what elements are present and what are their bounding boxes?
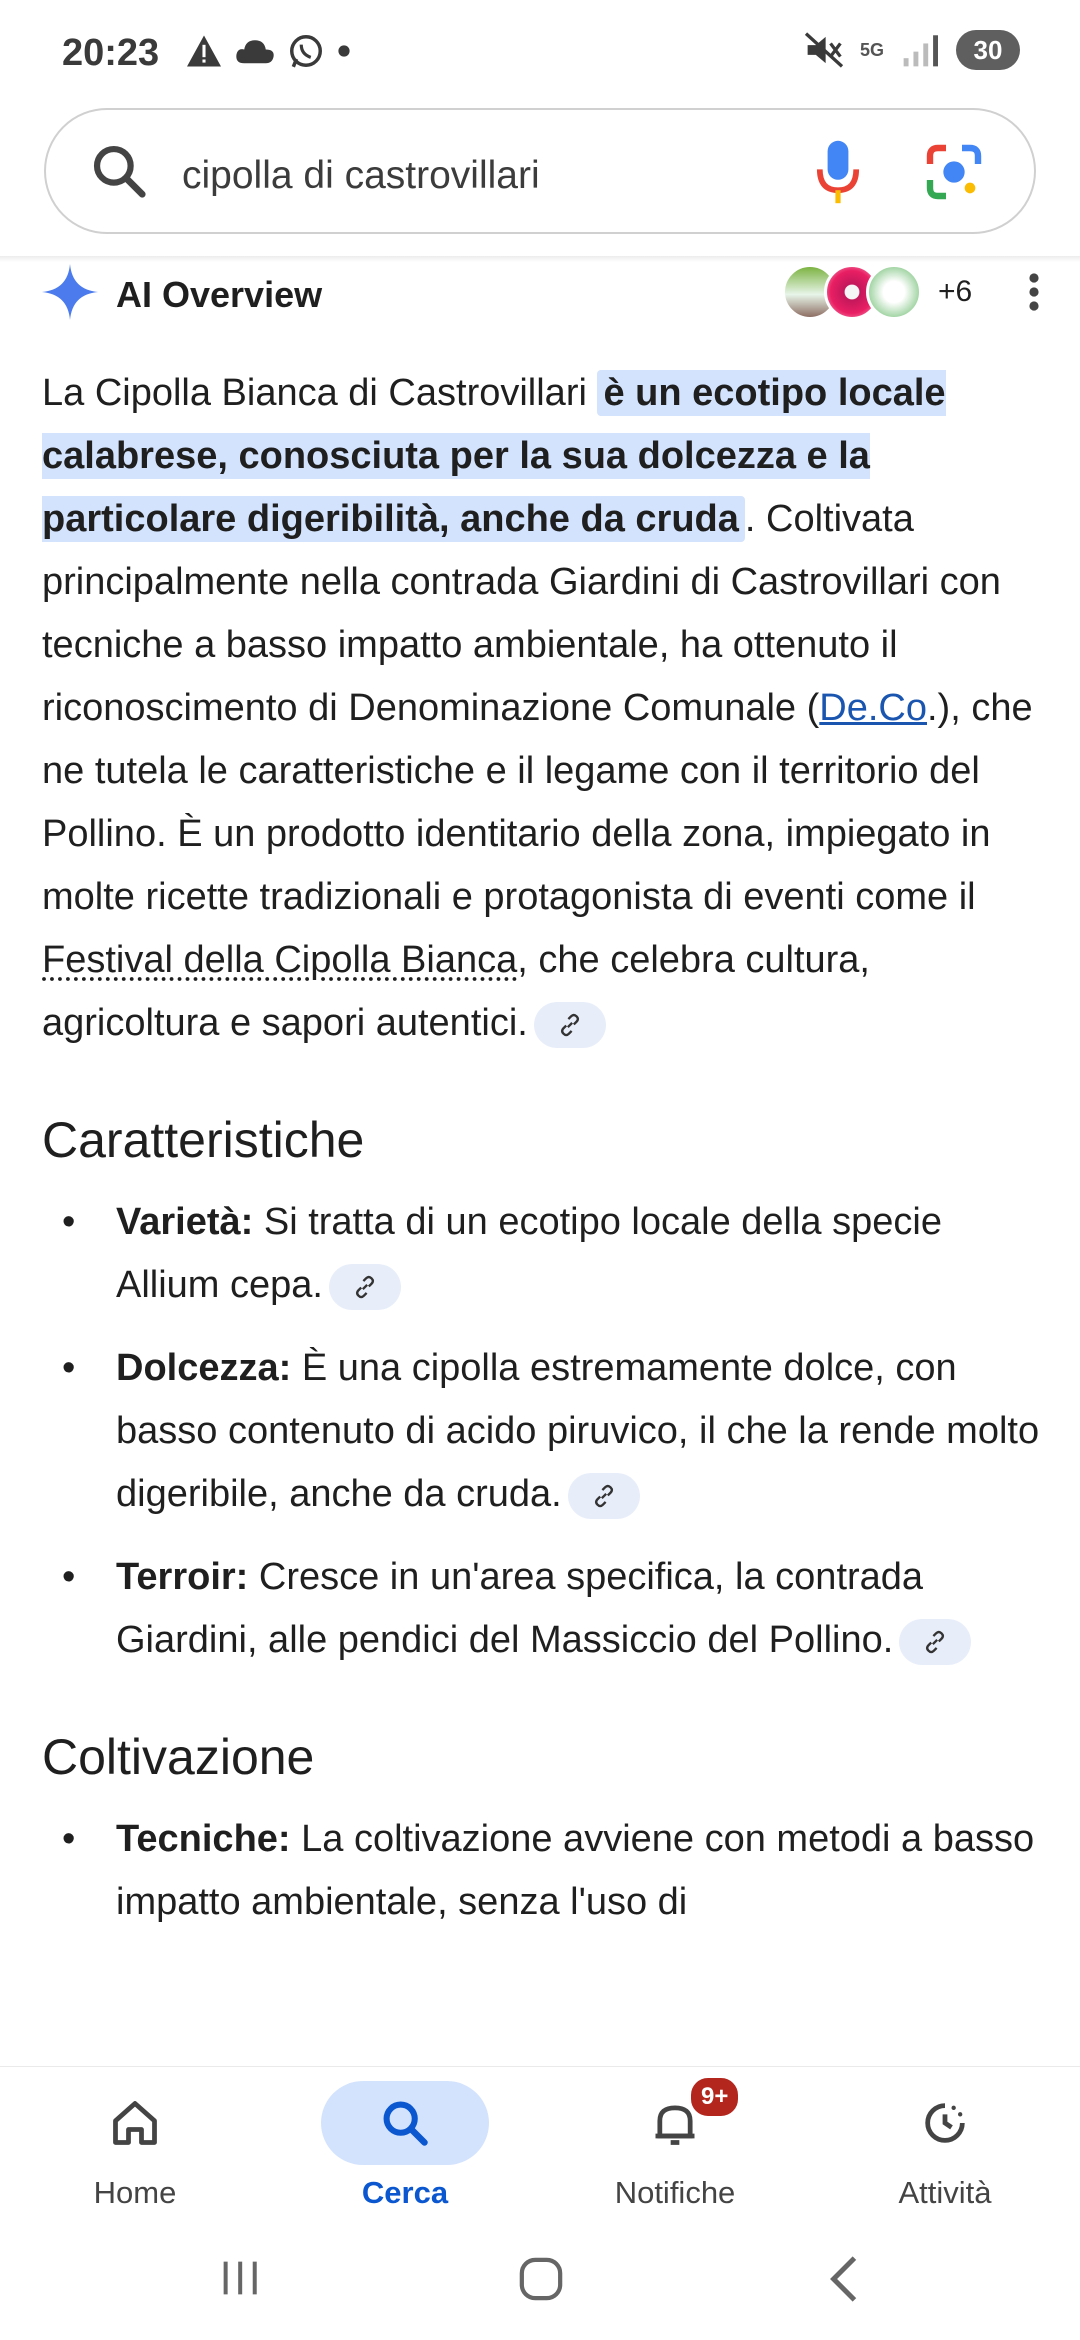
status-time: 20:23 (62, 32, 160, 74)
search-bar[interactable] (44, 108, 1036, 234)
characteristics-list (42, 1191, 1042, 1672)
ai-overview-title: AI Overview (116, 274, 323, 315)
battery-indicator: 30 (956, 30, 1020, 70)
nav-activity[interactable] (810, 2067, 1080, 2217)
item-text: È una cipolla estremamente dolce, con basso contenuto di acido piruvico, il che la rende molto digeribile, anche da cruda. (116, 1347, 1040, 1515)
link-icon (922, 1629, 948, 1655)
dot-icon (337, 44, 351, 58)
item-term: Varietà: (116, 1201, 254, 1243)
source-link-chip[interactable] (568, 1473, 640, 1519)
status-notification-icons (185, 32, 351, 70)
network-type: 5G (859, 39, 884, 60)
whatsapp-icon (287, 32, 325, 70)
google-lens-icon[interactable] (922, 140, 986, 204)
list-item (42, 1546, 1042, 1672)
history-icon (919, 2097, 971, 2149)
ai-overview-header (42, 260, 1042, 324)
section-heading-characteristics: Caratteristiche (42, 1112, 365, 1168)
item-term: Tecniche: (116, 1818, 291, 1860)
nav-home[interactable] (0, 2067, 270, 2217)
more-options-icon[interactable] (1026, 272, 1042, 312)
overview-paragraph (42, 362, 1042, 1055)
nav-search-label: Cerca (361, 2175, 449, 2210)
link-icon (591, 1483, 617, 1509)
source-avatars[interactable] (782, 264, 972, 320)
nav-activity-icon-wrap (861, 2081, 1029, 2165)
overview-text: . Coltivata principalmente nella contrada Giardini di Castrovillari con tecniche a basso impatto ambientale, ha ottenuto il riconoscimento di Denominazione Comunale ( (42, 498, 1001, 729)
nav-notifications[interactable] (540, 2067, 810, 2217)
nav-home-label: Home (93, 2175, 177, 2210)
ai-overview-content (42, 362, 1042, 1954)
overview-text: La Cipolla Bianca di Castrovillari (42, 372, 598, 414)
link-icon (352, 1274, 378, 1300)
recent-apps-icon[interactable] (218, 2258, 262, 2298)
microphone-icon[interactable] (812, 138, 864, 206)
source-thumbnail[interactable] (866, 264, 922, 320)
section-heading-cultivation: Coltivazione (42, 1729, 315, 1785)
cultivation-list (42, 1808, 1042, 1934)
nav-search[interactable] (270, 2067, 540, 2217)
home-icon (109, 2097, 161, 2149)
source-link-chip[interactable] (899, 1619, 971, 1665)
bottom-navigation (0, 2066, 1080, 2216)
source-link-chip[interactable] (329, 1264, 401, 1310)
list-item (42, 1191, 1042, 1317)
item-text: La coltivazione avviene con metodi a basso impatto ambientale, senza l'uso di (116, 1818, 1035, 1923)
source-link-chip[interactable] (534, 1002, 606, 1048)
nav-activity-label: Attività (898, 2175, 992, 2210)
item-text: Cresce in un'area specifica, la contrada Giardini, alle pendici del Massiccio del Pollino. (116, 1556, 924, 1661)
item-term: Dolcezza: (116, 1347, 292, 1389)
list-item (42, 1337, 1042, 1526)
overview-text: , che celebra cultura, agricoltura e sapori autentici. (42, 939, 870, 1044)
warning-icon (185, 34, 223, 68)
nav-home-icon-wrap (51, 2081, 219, 2165)
status-bar (0, 0, 1080, 105)
search-icon (379, 2097, 431, 2149)
search-input[interactable]: cipolla di castrovillari (182, 154, 540, 197)
item-term: Terroir: (116, 1556, 249, 1598)
mute-icon (804, 32, 844, 68)
overview-text: .), che ne tutela le caratteristiche e il legame con il territorio del Pollino. È un prodotto identitario della zona, impiegato in molte ricette tradizionali e protagonista di eventi come il (42, 687, 1033, 918)
highlighted-text: è un ecotipo locale calabrese, conosciuta per la sua dolcezza e la particolare digeribilità, anche da cruda (42, 372, 946, 540)
more-sources-count[interactable]: +6 (938, 275, 973, 308)
list-item (42, 1808, 1042, 1934)
home-button-icon[interactable] (518, 2256, 564, 2302)
festival-link[interactable]: Festival della Cipolla Bianca (42, 939, 518, 981)
search-icon (88, 140, 150, 202)
notifications-badge: 9+ (688, 2075, 741, 2119)
link-icon (557, 1012, 583, 1038)
cloud-icon (235, 36, 275, 66)
back-icon[interactable] (824, 2254, 864, 2304)
status-system-icons (804, 30, 1020, 70)
nav-notifications-label: Notifiche (614, 2175, 736, 2210)
signal-icon (900, 32, 940, 68)
nav-search-icon-wrap (321, 2081, 489, 2165)
gemini-spark-icon (42, 264, 98, 320)
item-text: Si tratta di un ecotipo locale della specie Allium cepa. (116, 1201, 942, 1306)
deco-link[interactable]: De.Co (819, 687, 927, 729)
system-navigation-bar (0, 2216, 1080, 2340)
